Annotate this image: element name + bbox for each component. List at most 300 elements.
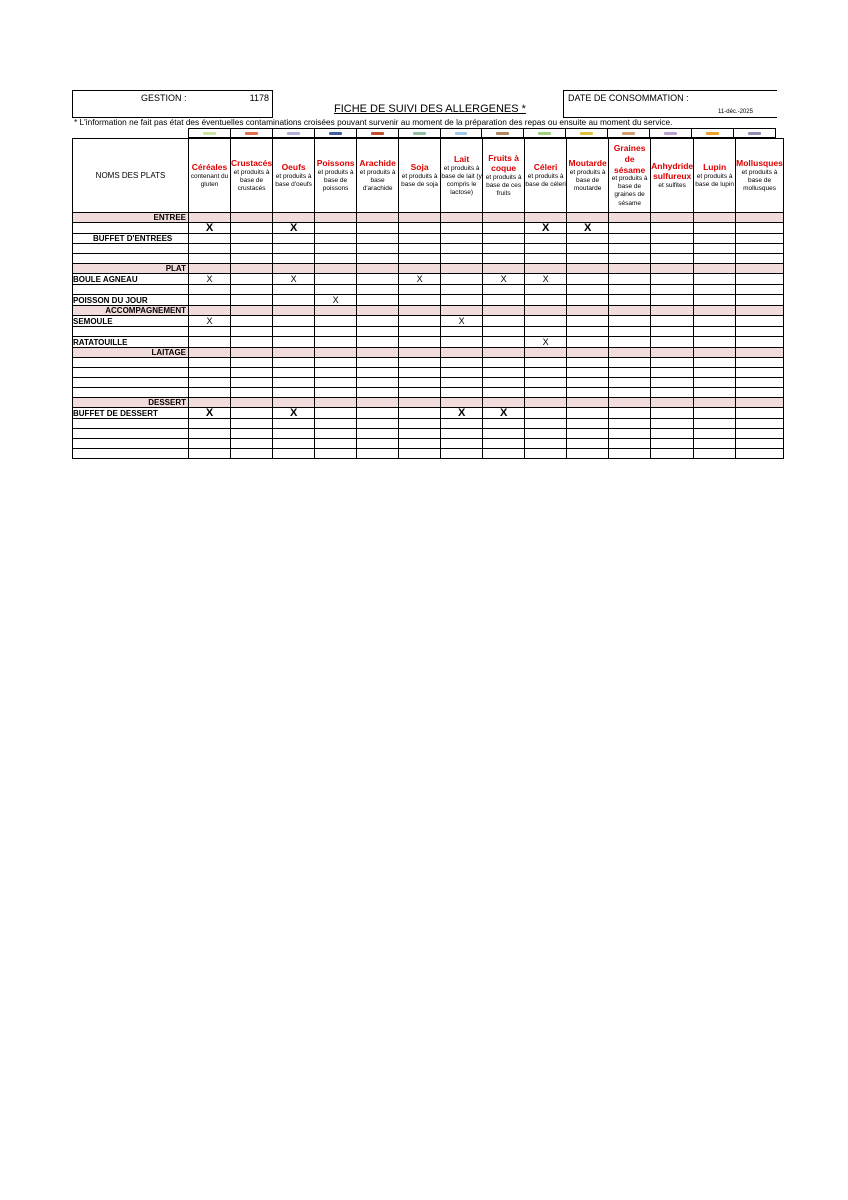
pictogram-swatch: [287, 132, 300, 135]
allergen-cell: [525, 348, 567, 358]
allergen-cell: [483, 348, 525, 358]
allergen-cell: [357, 337, 399, 348]
allergen-cell: [567, 429, 609, 439]
allergen-cell: [694, 358, 736, 368]
allergen-cell: [189, 254, 231, 264]
allergen-cell: [694, 285, 736, 295]
allergen-cell: [399, 368, 441, 378]
allergen-cell: [189, 348, 231, 358]
allergen-cell: [399, 378, 441, 388]
allergen-cell: [441, 419, 483, 429]
allergen-cell: [231, 337, 273, 348]
allergen-cell: [315, 306, 357, 316]
allergen-cell: [609, 419, 651, 429]
allergen-cell: [399, 398, 441, 408]
allergen-cell: [609, 378, 651, 388]
allergen-cell: [567, 234, 609, 244]
allergen-cell: [483, 223, 525, 234]
allergen-cell: [399, 285, 441, 295]
allergen-cell: [483, 358, 525, 368]
allergen-cell: [694, 408, 736, 419]
allergen-cell: [273, 306, 315, 316]
pictogram-swatch: [538, 132, 551, 135]
allergen-cell: [357, 439, 399, 449]
allergen-cell: X: [441, 408, 483, 419]
allergen-cell: [399, 254, 441, 264]
allergen-cell: [441, 274, 483, 285]
table-row: [73, 449, 784, 459]
pictogram-swatch: [203, 132, 216, 135]
allergen-cell: [441, 327, 483, 337]
allergen-cell: [315, 398, 357, 408]
table-row: [73, 388, 784, 398]
allergen-cell: [189, 264, 231, 274]
allergen-cell: [651, 337, 694, 348]
allergen-cell: [736, 254, 784, 264]
allergen-cell: [273, 285, 315, 295]
allergen-cell: [525, 316, 567, 327]
allergen-pictogram-icon: [230, 128, 272, 138]
dish-name: [73, 449, 189, 459]
allergen-cell: [357, 306, 399, 316]
allergen-cell: [273, 244, 315, 254]
column-header-allergen: [357, 139, 399, 213]
allergen-cell: [694, 368, 736, 378]
allergen-cell: [525, 254, 567, 264]
column-header-allergen: [651, 139, 694, 213]
gestion-value: 1178: [249, 93, 269, 103]
allergen-cell: X: [273, 408, 315, 419]
allergen-cell: [189, 234, 231, 244]
allergen-pictogram-icon: [356, 128, 398, 138]
allergen-cell: [609, 285, 651, 295]
pictogram-swatch: [580, 132, 593, 135]
pictogram-swatch: [748, 132, 761, 135]
allergen-cell: X: [483, 274, 525, 285]
table-row: [73, 408, 784, 419]
allergen-cell: [567, 254, 609, 264]
allergen-cell: [736, 348, 784, 358]
section-row: [73, 306, 784, 316]
allergen-cell: [231, 348, 273, 358]
allergen-cell: [736, 295, 784, 306]
allergen-cell: [315, 274, 357, 285]
allergen-cell: [609, 408, 651, 419]
allergen-cell: [609, 348, 651, 358]
allergen-cell: [441, 429, 483, 439]
allergen-cell: [231, 327, 273, 337]
column-header-allergen: [273, 139, 315, 213]
allergen-cell: [525, 285, 567, 295]
allergen-cell: [315, 244, 357, 254]
dish-name: RATATOUILLE: [73, 337, 189, 348]
allergen-cell: [357, 429, 399, 439]
allergen-cell: [609, 327, 651, 337]
allergen-cell: [567, 348, 609, 358]
allergen-name: Lait: [454, 153, 470, 164]
allergen-cell: [483, 388, 525, 398]
allergen-cell: [231, 254, 273, 264]
allergen-cell: [315, 429, 357, 439]
allergen-cell: [273, 337, 315, 348]
allergen-cell: [736, 234, 784, 244]
column-header-allergen: [483, 139, 525, 213]
disclaimer-note: * L'information ne fait pas état des éventuelles contaminations croisées pouvant survenir au moment de la préparation des repas ou ensuite au moment du service.: [74, 117, 673, 127]
allergen-cell: X: [399, 274, 441, 285]
allergen-name: Céréales: [191, 162, 228, 173]
allergen-cell: [651, 398, 694, 408]
section-row: [73, 264, 784, 274]
table-row: [73, 327, 784, 337]
allergen-cell: [273, 368, 315, 378]
table-row: [73, 429, 784, 439]
allergen-cell: [483, 327, 525, 337]
allergen-cell: [651, 223, 694, 234]
section-row: [73, 398, 784, 408]
allergen-cell: [525, 368, 567, 378]
allergen-cell: [736, 358, 784, 368]
allergen-cell: [651, 264, 694, 274]
allergen-cell: [651, 408, 694, 419]
allergen-cell: [694, 316, 736, 327]
allergen-cell: [525, 419, 567, 429]
allergen-cell: [315, 264, 357, 274]
allergen-cell: [273, 295, 315, 306]
allergen-cell: [231, 306, 273, 316]
allergen-cell: [736, 388, 784, 398]
allergen-cell: [273, 358, 315, 368]
allergen-cell: [567, 274, 609, 285]
table-row: [73, 244, 784, 254]
gestion-label: GESTION :: [141, 93, 187, 103]
allergen-cell: [525, 398, 567, 408]
dish-name: [73, 358, 189, 368]
allergen-cell: [357, 264, 399, 274]
allergen-cell: [651, 306, 694, 316]
column-header-allergen: [736, 139, 784, 213]
allergen-cell: [609, 449, 651, 459]
date-box: [563, 90, 777, 118]
allergen-cell: [694, 398, 736, 408]
allergen-cell: [231, 388, 273, 398]
allergen-cell: [441, 348, 483, 358]
allergen-cell: [609, 244, 651, 254]
allergen-cell: [483, 306, 525, 316]
allergen-cell: [273, 439, 315, 449]
allergen-cell: [609, 316, 651, 327]
allergen-cell: [441, 449, 483, 459]
allergen-cell: X: [315, 295, 357, 306]
allergen-name: Crustacés: [231, 158, 273, 168]
allergen-description: et produits à base de lait (y compris le lactose): [441, 164, 482, 196]
allergen-cell: [231, 316, 273, 327]
allergen-cell: [357, 358, 399, 368]
allergen-cell: [273, 398, 315, 408]
allergen-cell: [189, 244, 231, 254]
allergen-name: Oeufs: [281, 162, 306, 173]
column-header-dish: NOMS DES PLATS: [73, 139, 189, 213]
allergen-cell: [273, 327, 315, 337]
column-header-allergen: [567, 139, 609, 213]
dish-name: [73, 419, 189, 429]
allergen-pictogram-icon: [481, 128, 523, 138]
table-row: [73, 274, 784, 285]
dish-name: BUFFET D'ENTREES: [73, 234, 189, 244]
allergen-cell: [736, 285, 784, 295]
allergen-cell: [273, 419, 315, 429]
allergen-cell: [189, 285, 231, 295]
allergen-cell: [567, 327, 609, 337]
allergen-cell: [231, 274, 273, 285]
allergen-description: et produits à base de moutarde: [569, 168, 606, 192]
allergen-cell: [694, 274, 736, 285]
allergen-cell: [694, 378, 736, 388]
allergen-cell: [736, 316, 784, 327]
allergen-cell: [231, 368, 273, 378]
allergen-cell: [441, 388, 483, 398]
allergen-cell: [399, 337, 441, 348]
allergen-cell: [399, 388, 441, 398]
allergen-description: contenant du gluten: [190, 172, 229, 188]
allergen-cell: [736, 398, 784, 408]
allergen-cell: [694, 419, 736, 429]
allergen-description: et produits à base de soja: [401, 172, 439, 188]
allergen-cell: [694, 223, 736, 234]
allergen-cell: [694, 337, 736, 348]
allergen-cell: [525, 429, 567, 439]
section-label: ACCOMPAGNEMENT: [73, 306, 189, 316]
table-header-row: [73, 139, 784, 213]
allergen-cell: [736, 306, 784, 316]
allergen-cell: [694, 234, 736, 244]
allergen-cell: [483, 285, 525, 295]
allergen-description: et produits à base de graines de sésame: [611, 175, 648, 207]
allergen-cell: X: [525, 337, 567, 348]
allergen-cell: [315, 337, 357, 348]
allergen-cell: [399, 295, 441, 306]
allergen-cell: [736, 429, 784, 439]
allergen-name: Moutarde: [568, 158, 607, 168]
allergen-cell: [609, 234, 651, 244]
allergen-cell: [441, 295, 483, 306]
allergen-cell: [525, 234, 567, 244]
allergen-cell: [441, 223, 483, 234]
allergen-cell: [483, 213, 525, 223]
allergen-cell: [399, 429, 441, 439]
pictogram-swatch: [413, 132, 426, 135]
allergen-cell: [609, 398, 651, 408]
allergen-cell: [441, 213, 483, 223]
allergen-description: et produits à base de ces fruits: [485, 173, 522, 198]
allergen-cell: [567, 408, 609, 419]
allergen-name: Céleri: [533, 162, 558, 173]
dish-name: BUFFET DE DESSERT: [73, 408, 189, 419]
allergen-cell: X: [567, 223, 609, 234]
allergen-table: [72, 138, 784, 459]
section-label: ENTREE: [73, 213, 189, 223]
allergen-cell: [609, 368, 651, 378]
allergen-cell: [525, 439, 567, 449]
allergen-cell: [315, 439, 357, 449]
allergen-cell: [694, 264, 736, 274]
allergen-cell: [483, 439, 525, 449]
allergen-cell: [736, 213, 784, 223]
allergen-cell: [441, 264, 483, 274]
allergen-cell: [694, 213, 736, 223]
dish-name: [73, 439, 189, 449]
allergen-cell: [315, 348, 357, 358]
allergen-cell: [736, 449, 784, 459]
dish-name: [73, 378, 189, 388]
allergen-cell: [189, 398, 231, 408]
allergen-cell: [357, 223, 399, 234]
allergen-cell: [694, 348, 736, 358]
table-row: [73, 254, 784, 264]
allergen-cell: [736, 244, 784, 254]
allergen-cell: [441, 254, 483, 264]
allergen-cell: [231, 449, 273, 459]
allergen-pictogram-icon: [188, 128, 230, 138]
allergen-cell: [483, 244, 525, 254]
allergen-cell: [567, 213, 609, 223]
allergen-cell: X: [189, 223, 231, 234]
allergen-cell: [567, 398, 609, 408]
section-row: [73, 213, 784, 223]
allergen-cell: [567, 337, 609, 348]
allergen-cell: [189, 378, 231, 388]
allergen-cell: [483, 449, 525, 459]
column-header-allergen: [189, 139, 231, 213]
table-row: [73, 316, 784, 327]
allergen-cell: [525, 358, 567, 368]
allergen-cell: [231, 234, 273, 244]
allergen-cell: X: [189, 274, 231, 285]
allergen-cell: [651, 358, 694, 368]
allergen-cell: [736, 439, 784, 449]
allergen-cell: [399, 234, 441, 244]
allergen-cell: X: [189, 408, 231, 419]
allergen-cell: [525, 264, 567, 274]
date-label: DATE DE CONSOMMATION :: [568, 93, 689, 103]
column-header-allergen: [231, 139, 273, 213]
allergen-name: Mollusques: [736, 158, 783, 168]
allergen-cell: [483, 337, 525, 348]
allergen-pictogram-icon: [733, 128, 776, 138]
allergen-cell: [736, 223, 784, 234]
allergen-cell: [231, 429, 273, 439]
allergen-cell: [315, 368, 357, 378]
allergen-cell: [315, 327, 357, 337]
allergen-cell: X: [525, 274, 567, 285]
allergen-cell: [567, 306, 609, 316]
allergen-cell: [525, 388, 567, 398]
allergen-pictogram-icon: [314, 128, 356, 138]
dish-name: [73, 368, 189, 378]
allergen-cell: [651, 388, 694, 398]
allergen-cell: [525, 408, 567, 419]
section-label: PLAT: [73, 264, 189, 274]
table-row: [73, 378, 784, 388]
column-header-allergen: [694, 139, 736, 213]
allergen-cell: [231, 213, 273, 223]
table-row: [73, 295, 784, 306]
page-title: FICHE DE SUIVI DES ALLERGENES *: [334, 103, 526, 115]
allergen-cell: [483, 316, 525, 327]
allergen-cell: [231, 439, 273, 449]
allergen-cell: [315, 358, 357, 368]
allergen-cell: [694, 439, 736, 449]
allergen-cell: [315, 388, 357, 398]
allergen-cell: [357, 285, 399, 295]
allergen-cell: [189, 449, 231, 459]
allergen-cell: [651, 449, 694, 459]
allergen-description: et produits à base de poissons: [317, 168, 354, 192]
allergen-cell: [441, 378, 483, 388]
allergen-cell: [315, 254, 357, 264]
allergen-cell: [231, 223, 273, 234]
allergen-cell: [315, 419, 357, 429]
allergen-cell: [273, 378, 315, 388]
allergen-icon-strip: [188, 128, 776, 138]
allergen-cell: [189, 295, 231, 306]
allergen-cell: [609, 213, 651, 223]
allergen-cell: [315, 234, 357, 244]
allergen-cell: [441, 306, 483, 316]
allergen-cell: [651, 439, 694, 449]
allergen-cell: [357, 244, 399, 254]
allergen-pictogram-icon: [691, 128, 733, 138]
pictogram-swatch: [455, 132, 468, 135]
allergen-cell: [441, 439, 483, 449]
allergen-cell: [189, 429, 231, 439]
allergen-cell: [736, 264, 784, 274]
allergen-cell: [736, 378, 784, 388]
table-row: [73, 358, 784, 368]
allergen-cell: [357, 348, 399, 358]
column-header-allergen: [609, 139, 651, 213]
allergen-cell: [609, 295, 651, 306]
allergen-cell: [357, 378, 399, 388]
allergen-cell: [651, 285, 694, 295]
allergen-cell: [651, 244, 694, 254]
allergen-cell: [441, 358, 483, 368]
allergen-name: Soja: [410, 162, 429, 173]
allergen-cell: [483, 429, 525, 439]
allergen-cell: [273, 254, 315, 264]
allergen-cell: [567, 439, 609, 449]
allergen-cell: [651, 348, 694, 358]
allergen-cell: [736, 337, 784, 348]
allergen-cell: [315, 223, 357, 234]
allergen-cell: [231, 244, 273, 254]
table-row: [73, 223, 784, 234]
gestion-box: [72, 90, 273, 118]
allergen-cell: [357, 449, 399, 459]
column-header-allergen: [441, 139, 483, 213]
allergen-description: et produits à base de céleri: [525, 172, 566, 188]
table-row: [73, 439, 784, 449]
table-row: [73, 234, 784, 244]
allergen-pictogram-icon: [523, 128, 565, 138]
table-row: [73, 368, 784, 378]
allergen-cell: [525, 244, 567, 254]
allergen-cell: [609, 358, 651, 368]
date-value: 11-déc.-2025: [718, 109, 753, 115]
allergen-cell: [399, 213, 441, 223]
allergen-cell: X: [483, 408, 525, 419]
allergen-cell: [609, 274, 651, 285]
allergen-cell: X: [189, 316, 231, 327]
